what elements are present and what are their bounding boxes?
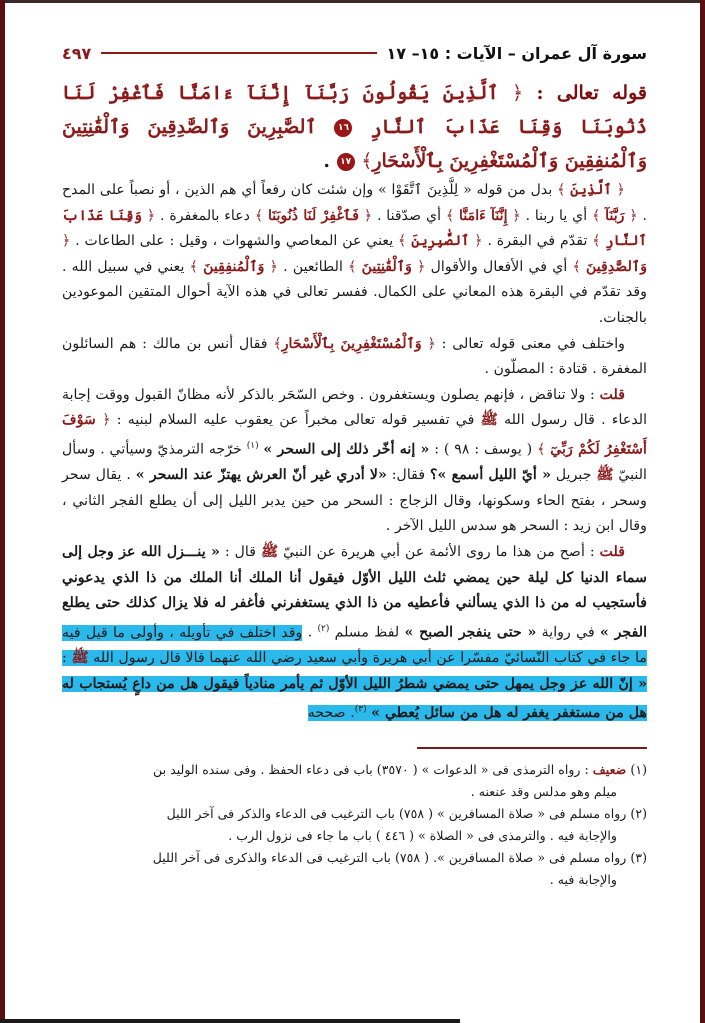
ayah-number-medallion: ١٦ [334,119,352,137]
gloss-text: أي في الأفعال والأقوال [430,258,568,275]
footnote-ref[interactable]: (٢) [317,623,330,634]
footnote-text: رواه مسلم فى « صلاة المسافرين ». ( ٧٥٨) باب الترغيب فى الدعاء والذكرى فى آخر الليل [152,849,627,865]
footnote-ref[interactable]: (١) [246,440,259,451]
footnote-ref[interactable]: (٣) [354,704,367,715]
hadith-quote: « أيّ الليل أسمع »؟ [430,467,552,484]
footnote-1-continued: ميلم وهو مدلس وقد عنعنه . [470,783,617,799]
page-number: ٤٩٧ [62,43,92,63]
hadith-quote: « ينـــزل الله عز وجل إلى سماء الدنيا كل ليلة حين يمضي ثلث الليل الأوّل فيقول أنا الملك أنا الملك من ذا الذي يدعوني فأستجيب له من ذا الذي يسألني فأعطيه من ذا الذي يستغفرني فأغفر له فلا يزال كذلك حتى يطلع الفجر » [62,544,648,641]
ornate-bracket-close-icon: ﴾ [361,150,373,172]
gloss-text: تقدّم في البقرة . [487,233,588,250]
quoted-term: رَبَّنَآ [605,207,625,224]
hadith-quote: « حتى ينفجر الصبح » [404,624,537,641]
gloss-text: يعني عن المعاصي والشهوات ، وقيل : على الطاعات . [75,233,394,250]
body-text: لفظ مسلم [334,624,400,641]
body-text: : أصح من هذا ما روى الأئمة عن أبي هريرة عن النبيّ [283,544,595,561]
footnote-number: (١) [630,761,647,777]
hadith-quote: «لا أدري غير أنّ العرش يهتزّ عند السحر » [135,467,387,484]
quoted-term: ٱلصَّٰبِرِينَ [411,233,470,250]
bracket-open: ﴿ [616,182,625,198]
qultu-keyword: قلت [599,544,626,561]
page-edge-bottom [0,1019,460,1023]
footnote-number: (٢) [630,805,647,821]
bracket-close: ﴾ [572,258,581,275]
grading-tag: ضعيف [592,761,627,777]
salawat-icon: ﷺ [71,650,89,667]
page-edge-top [0,0,705,3]
ayah-number-medallion: ١٧ [337,153,355,171]
quoted-term: إِنَّنَآ ءَامَنَّا [459,207,508,224]
body-text: ( يوسف : ٩٨ ) : [434,441,533,458]
hadith-quote: « إنه أخّر ذلك إلى السحر » [263,441,430,458]
hadith-quote: « إنّ الله عز وجل يمهل حتى يمضي شطرُ الليل الأوّل ثم يأمر منادياً فيقول هل من داعٍ يُستجاب له هل من مستغفر يغفر له هل من سائل يُعطي » [62,675,647,722]
commentary-paragraph [62,383,647,540]
footnote-1 [62,759,647,781]
quoted-verse: سَوْفَ أَسْتَغْفِرُ لَكُمْ رَبِّيٓ [62,412,647,458]
footnote-divider [417,747,647,749]
bracket-close: ﴾ [445,207,455,224]
quoted-term: وَٱلصَّٰدِقِينَ [585,258,648,275]
quoted-term: وَٱلْقَٰنِتِينَ [361,258,412,275]
header-rule [101,52,376,54]
footnote-number: (٣) [630,849,647,865]
bracket-close: ﴾ [273,335,282,352]
commentary-paragraph [62,540,647,727]
footnote-text: رواه مسلم فى « صلاة المسافرين » ( ٧٥٨) باب الترغيب فى الدعاء والذكر فى آخر الليل [166,805,627,821]
gloss-text: بدل من قوله « لِلَّذِينَ ٱتَّقَوْا » وإن شئت كان رفعاً أي هم الذين ، أو نصباً على المدح . [62,182,647,224]
bracket-open: ﴿ [102,412,111,429]
footnote-text: : رواه الترمذى فى « الدعوات » ( ٣٥٧٠) باب فى دعاء الحفظ . وفى سنده الوليد بن [153,761,589,777]
bracket-close: ﴾ [189,258,198,275]
footnote-3 [62,847,647,869]
body-text: . [307,624,313,641]
body-text: فقال: [391,467,426,484]
bracket-open: ﴿ [427,335,436,352]
salawat-icon: ﷺ [260,544,279,561]
verse-text-1: ٱلَّذِينَ يَقُولُونَ رَبَّنَآ إِنَّنَآ ءَامَنَّا فَٱغْفِرْ لَنَا ذُنُوبَنَا وَقِنَا عَذَابَ ٱلنَّارِ [62,82,647,138]
bracket-open: ﴿ [363,207,373,224]
body-text: خرّجه الترمذيّ وسيأتي . وسأل النبيّ [62,441,647,484]
footnote-2-continued: والإجابة فيه . والترمذى فى « الصلاة » ( ٤٤٦ ) باب ما جاء فى نزول الرب . [228,827,617,843]
bracket-close: ﴾ [254,207,264,224]
qultu-keyword: قلت [599,386,625,403]
quoted-term: فَٱغْفِرْ لَنَا ذُنُوبَنَا [267,207,360,224]
quoted-term: وَٱلْمُنفِقِينَ [203,258,265,275]
bracket-open: ﴿ [417,258,426,275]
bracket-open: ﴿ [62,233,71,250]
page-edge-right [700,0,705,1023]
body-text: في تفسير قوله تعالى مخبراً عن يعقوب عليه السلام لبنيه : [116,412,475,429]
bracket-close: ﴾ [592,233,601,250]
verse-text-2: ٱلصَّٰبِرِينَ وَٱلصَّٰدِقِينَ وَٱلْقَٰنِتِينَ وَٱلْمُنفِقِينَ وَٱلْمُسْتَغْفِرِينَ بِٱلْأَسْحَارِ [62,116,647,172]
highlighted-text: وقد اختلف في تأويله ، وأولى ما قيل فيه ما جاء في كتاب النّسائيّ مفسّرا عن أبي هريرة وأبي سعيد رضي الله عنهما قالا قال رسول الله [62,624,647,667]
bracket-open: ﴿ [269,258,278,275]
commentary-paragraph [62,178,647,332]
page-edge-left [0,0,5,1023]
commentary-paragraph [62,332,647,383]
body-text: واختلف في معنى قوله تعالى : [441,335,626,352]
body-text: في رواية [541,624,595,641]
gloss-text: الطائعين . [283,258,343,275]
verse-label: قوله تعالى : [536,82,647,104]
highlighted-text: : [62,650,67,667]
body-text: . يقال سحر وسحر ، بفتح الحاء وسكونها، وقال الزجاج : السحر من حين يدبر الليل إلى أن يطلع الفجر الثاني ، وقال ابن زيد : السحر هو سدس الليل الآخر . [62,467,647,535]
bracket-close: ﴾ [591,207,601,224]
body-text: جبريل [555,467,592,484]
salawat-icon: ﷺ [480,412,498,429]
footnote-2 [62,803,647,825]
quoted-term: وَقِنَا عَذَابَ ٱلنَّارِ [62,207,647,250]
running-header [62,40,647,66]
bracket-close: ﴾ [348,258,357,275]
bracket-close: ﴾ [557,182,566,198]
bracket-close: ﴾ [537,441,546,458]
gloss-text: أي يا ربنا . [525,207,588,224]
quran-verse-block [62,76,647,178]
bracket-open: ﴿ [474,233,483,250]
bracket-open: ﴿ [629,207,638,224]
quoted-term: ٱلَّذِينَ [570,182,612,198]
salawat-icon: ﷺ [596,467,614,484]
footnotes [62,759,647,891]
highlighted-text: . صححه [307,705,355,722]
book-page [62,40,647,891]
bracket-open: ﴿ [512,207,521,224]
body-text: فقال أنس بن مالك : هم السائلون المغفرة . قتادة : المصلّون . [62,335,647,378]
bracket-close: ﴾ [398,233,407,250]
quoted-term: وَٱلْمُسْتَغْفِرِينَ بِٱلْأَسْحَارِ [281,335,422,352]
verse-end-dot: . [323,150,330,172]
gloss-text: يعني في سبيل الله . وقد تقدّم في البقرة هذه المعاني على الكمال. ففسر تعالى في هذه الآية أحوال المتقين الموعودين بالجنات. [62,258,647,326]
bracket-open: ﴿ [146,207,156,224]
body-text: : ولا تناقض ، فإنهم يصلون ويستغفرون . وخص السّحَر بالذكر لأنه مظانّ القبول ووقت إجابة الدعاء . قال رسول الله [62,386,648,429]
ornate-bracket-open-icon: ﴿ [511,82,524,104]
gloss-text: دعاء بالمغفرة . [160,207,250,224]
body-text: قال : [224,544,257,561]
footnote-3-continued: والإجابة فيه . [549,871,617,887]
gloss-text: أي صدّقنا . [376,207,442,224]
surah-title: سورة آل عمران – الآيات : ١٥– ١٧ [386,43,647,63]
